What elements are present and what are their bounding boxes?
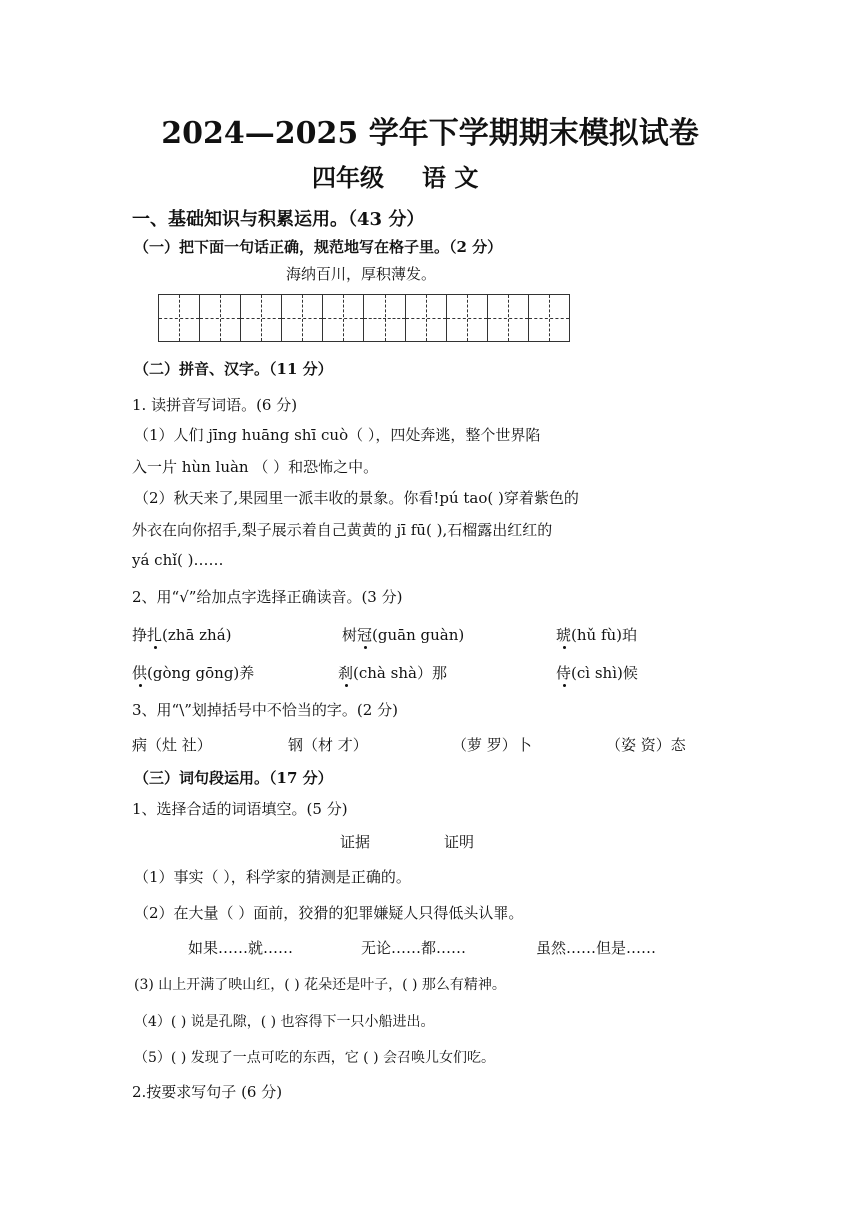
char-choice[interactable]: （姿 资）态 [606,736,686,754]
reading-choice[interactable]: 树冠(guān guàn) [342,626,465,644]
fill-sentence: (3) 山上开满了映山红，( ) 花朵还是叶子，( ) 那么有精神。 [134,977,506,993]
q1-label: 1. 读拼音写词语。(6 分) [132,396,298,414]
reading-choice[interactable]: 侍(cì shì)候 [556,664,638,682]
pinyin-line: （1）人们 jīng huāng shī cuò（ ），四处奔逃，整个世界陷 [134,426,541,444]
grid-cell[interactable] [364,295,405,341]
grid-cell[interactable] [241,295,282,341]
pinyin-line: yá chǐ( )…… [132,551,224,569]
grid-cell[interactable] [529,295,569,341]
word-option: 证明 [444,833,475,851]
copy-sentence: 海纳百川，厚积薄发。 [286,265,437,283]
part3-heading: （三）词句段运用。（17 分） [134,769,333,787]
part2-heading: （二）拼音、汉字。（11 分） [134,360,333,378]
grid-cell[interactable] [159,295,200,341]
sentence-task-label: 2.按要求写句子 (6 分) [132,1083,283,1101]
fill-sentence: （1）事实（ ），科学家的猜测是正确的。 [134,868,411,886]
exam-title: 2024—2025 学年下学期期末模拟试卷 [161,116,699,151]
section1-heading: 一、基础知识与积累运用。（43 分） [132,209,425,230]
reading-choice[interactable]: 刹(chà shà）那 [338,664,447,682]
fill-sentence: （5）( ) 发现了一点可吃的东西，它 ( ) 会召唤儿女们吃。 [134,1050,496,1066]
conjunction-option: 无论……都…… [361,939,467,957]
word-option: 证据 [340,833,371,851]
char-choice[interactable]: （萝 罗）卜 [452,736,532,754]
grid-cell[interactable] [323,295,364,341]
writing-grid[interactable] [158,294,570,342]
conjunction-option: 虽然……但是…… [536,939,657,957]
part1-heading: （一）把下面一句话正确，规范地写在格子里。（2 分） [134,238,503,256]
grid-cell[interactable] [406,295,447,341]
pinyin-line: （2）秋天来了,果园里一派丰收的景象。你看!pú tao( )穿着紫色的 [134,489,579,507]
grid-cell[interactable] [488,295,529,341]
subject-label: 语 文 [422,163,479,192]
fill-sentence: （2）在大量（ ）面前，狡猾的犯罪嫌疑人只得低头认罪。 [134,904,524,922]
exam-subtitle [312,158,478,193]
char-choice[interactable]: 病（灶 社） [132,736,212,754]
conjunction-option: 如果……就…… [188,939,294,957]
reading-choice[interactable]: 挣扎(zhā zhá) [132,626,232,644]
q3-label: 3、用“\”划掉括号中不恰当的字。(2 分) [132,701,398,719]
char-choice[interactable]: 钢（材 才） [288,736,368,754]
reading-choice[interactable]: 供(gòng gōng)养 [132,664,255,682]
grid-cell[interactable] [447,295,488,341]
fill-sentence: （4）( ) 说是孔隙，( ) 也容得下一只小船进出。 [134,1014,435,1030]
grid-cell[interactable] [282,295,323,341]
pinyin-line: 入一片 hùn luàn （ ）和恐怖之中。 [132,458,379,476]
q2-label: 2、用“√”给加点字选择正确读音。(3 分) [132,588,403,606]
grid-cell[interactable] [200,295,241,341]
fill-label: 1、选择合适的词语填空。(5 分) [132,800,348,818]
reading-choice[interactable]: 琥(hǔ fù)珀 [556,626,638,644]
grade-label: 四年级 [312,163,384,192]
pinyin-line: 外衣在向你招手,梨子展示着自己黄黄的 jī fū( ),石榴露出红红的 [132,521,553,539]
